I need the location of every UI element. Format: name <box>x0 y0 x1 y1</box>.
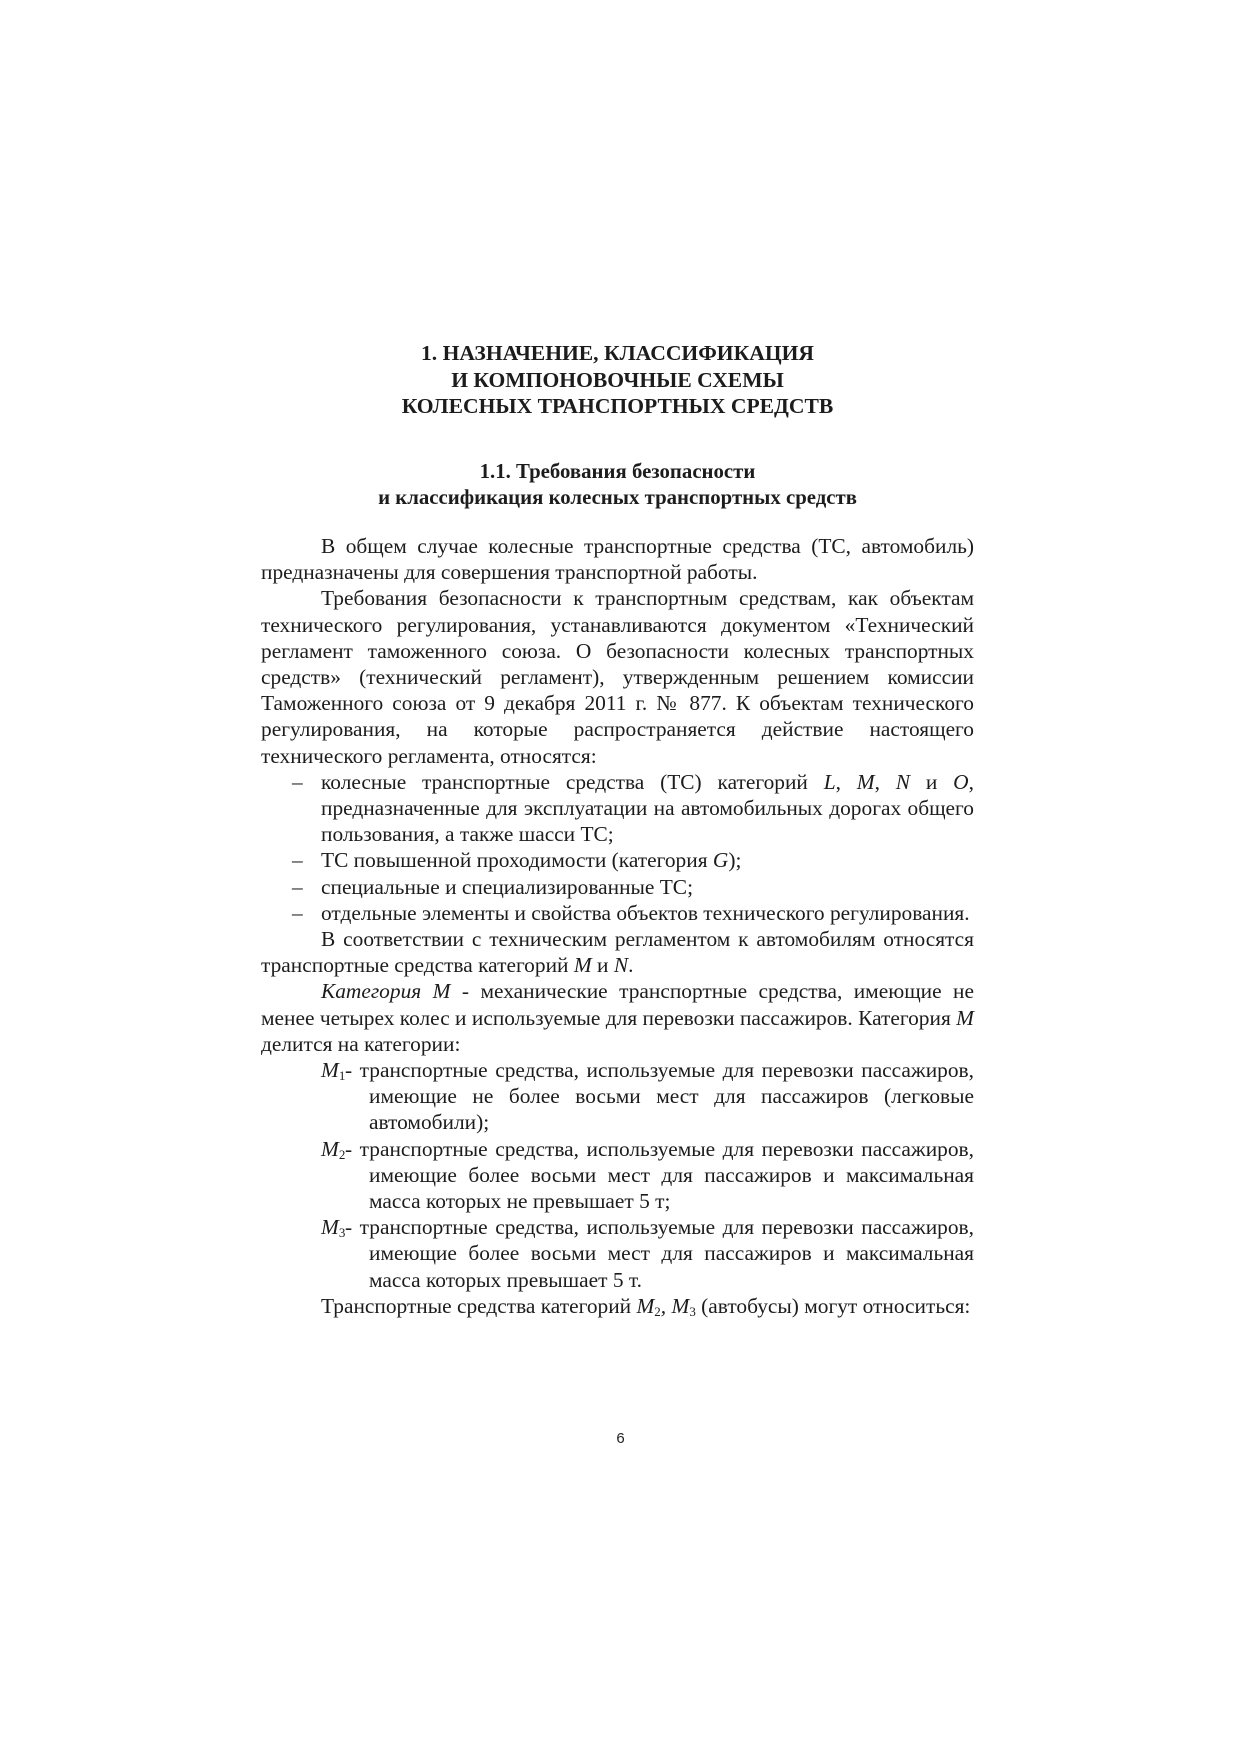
section-title <box>261 459 974 511</box>
dash-marker: – <box>292 900 303 925</box>
section-title-line-2: и классификация колесных транспортных средств <box>378 486 857 509</box>
category-marker: $M_3$ <box>321 1215 346 1241</box>
paragraph-category-m: Категория М - механические транспортные средства, имеющие не менее четырех колес и используемые для перевозки пассажиров. Категория M делится на категории: <box>261 979 974 1056</box>
chapter-title-line-1: 1. НАЗНАЧЕНИЕ, КЛАССИФИКАЦИЯ <box>420 341 815 365</box>
list-item <box>261 1057 974 1136</box>
paragraph-buses: Транспортные средства категорий $M_2$, $M_3$ (автобусы) могут относиться: <box>321 1293 971 1319</box>
dash-marker: – <box>292 874 303 899</box>
list-item <box>261 1136 974 1215</box>
list-item <box>261 874 974 900</box>
page-number: 6 <box>616 1430 625 1447</box>
page-content <box>261 533 974 1319</box>
chapter-title-line-3: КОЛЕСНЫХ ТРАНСПОРТНЫХ СРЕДСТВ <box>401 394 834 418</box>
paragraph-regulation: В соответствии с техническим регламентом к автомобилям относятся транспортные средства категорий M и N. <box>261 927 974 978</box>
list-item-text: - транспортные средства, используемые для перевозки пассажиров, имеющие более восьми мест для пассажиров и максимальная масса которых превышает 5 т. <box>345 1215 974 1292</box>
list-item <box>261 769 974 848</box>
paragraph-intro: В общем случае колесные транспортные средства (ТС, автомобиль) предназначены для совершения транспортной работы. <box>261 534 974 585</box>
chapter-title-line-2: И КОМПОНОВОЧНЫЕ СХЕМЫ <box>451 367 784 392</box>
list-item <box>261 900 974 926</box>
category-marker: $M_2$ <box>321 1136 346 1162</box>
dash-marker: – <box>292 848 303 873</box>
list-item-text: - транспортные средства, используемые для перевозки пассажиров, имеющие более восьми мест для пассажиров и максимальная масса которых не превышает 5 т; <box>345 1136 974 1214</box>
list-item-text: отдельные элементы и свойства объектов технического регулирования. <box>321 900 970 925</box>
section-title-line-1: 1.1. Требования безопасности <box>479 460 756 483</box>
list-item-text: колесные транспортные средства (ТС) категорий L, M, N и O, предназначенные для эксплуатации на автомобильных дорогах общего пользования, а также шасси ТС; <box>321 769 974 847</box>
list-item <box>261 1214 974 1293</box>
dash-marker: – <box>292 769 303 794</box>
list-item <box>261 847 974 873</box>
paragraph-requirements: Требования безопасности к транспортным средствам, как объектам технического регулирования, устанавливаются документом «Технический регламент таможенного союза. О безопасности колесных транспортных средств» (технический регламент), утвержденным решением комиссии Таможенного союза от 9 декабря 2011 г. № 877. К объектам технического регулирования, на которые распространяется действие настоящего технического регламента, относятся: <box>261 586 974 768</box>
regulation-objects-list <box>261 769 974 926</box>
category-marker: $M_1$ <box>321 1058 346 1084</box>
list-item-text: ТС повышенной проходимости (категория G); <box>321 848 742 873</box>
list-item-text: - транспортные средства, используемые для перевозки пассажиров, имеющие не более восьми мест для пассажиров (легковые автомобили); <box>345 1058 974 1135</box>
category-m-list <box>261 1057 974 1293</box>
list-item-text: специальные и специализированные ТС; <box>321 874 694 899</box>
chapter-title <box>261 340 974 420</box>
